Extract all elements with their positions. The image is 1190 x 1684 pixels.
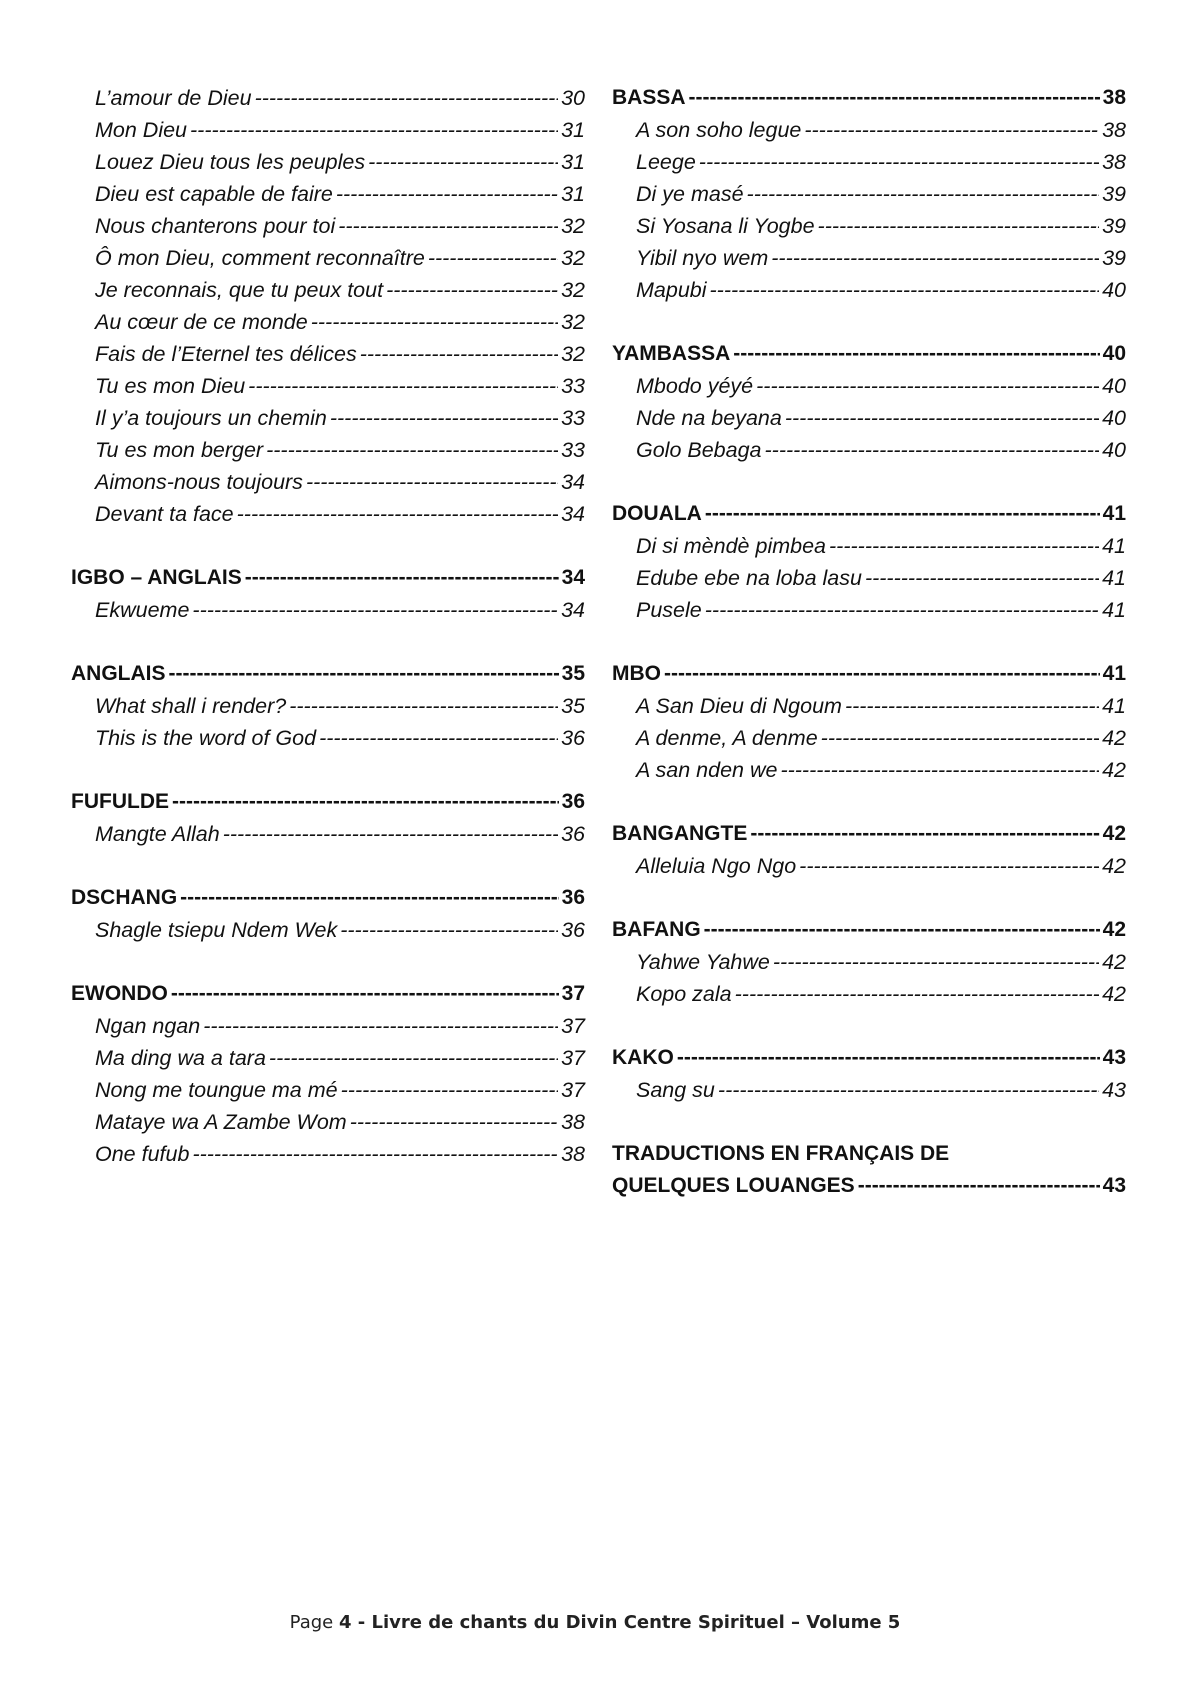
toc-section-heading <box>612 82 1126 114</box>
toc-entry <box>612 1074 1126 1106</box>
toc-entry-title: Mbodo yéyé <box>636 374 754 398</box>
toc-entry <box>71 594 585 626</box>
toc-entry-title: Louez Dieu tous les peuples <box>95 150 366 174</box>
toc-entry <box>71 242 585 274</box>
toc-entry-title: Aimons-nous toujours <box>95 470 303 494</box>
toc-page-number: 30 <box>561 86 585 110</box>
toc-page-number: 38 <box>561 1142 585 1166</box>
toc-entry-title: Tu es mon Dieu <box>95 374 246 398</box>
toc-page-number: 38 <box>1102 118 1126 142</box>
toc-section-title: KAKO <box>612 1046 674 1069</box>
toc-entry <box>612 754 1126 786</box>
toc-entry <box>71 818 585 850</box>
toc-entry <box>71 914 585 946</box>
dot-leader <box>699 146 1099 178</box>
toc-page-number: 40 <box>1102 374 1126 398</box>
dot-leader <box>171 978 559 1010</box>
toc-spacer <box>612 626 1126 658</box>
dot-leader <box>773 946 1099 978</box>
toc-entry-title: Nous chanterons pour toi <box>95 214 336 238</box>
dot-leader <box>785 402 1099 434</box>
dot-leader <box>804 114 1099 146</box>
toc-page-number: 31 <box>561 182 585 206</box>
toc-page-number: 36 <box>561 918 585 942</box>
dot-leader <box>718 1074 1099 1106</box>
toc-page-number: 32 <box>561 214 585 238</box>
dot-leader <box>180 882 558 914</box>
toc-entry-title: Edube ebe na loba lasu <box>636 566 862 590</box>
dot-leader <box>756 370 1099 402</box>
page-footer <box>0 1612 1190 1633</box>
dot-leader <box>799 850 1099 882</box>
toc-entry <box>71 1010 585 1042</box>
toc-section-title: BAFANG <box>612 918 701 941</box>
toc-section-title: MBO <box>612 662 661 685</box>
dot-leader <box>237 498 558 530</box>
toc-entry-title: Sang su <box>636 1078 715 1102</box>
toc-section-title: EWONDO <box>71 982 168 1005</box>
toc-entry <box>71 690 585 722</box>
toc-entry <box>612 946 1126 978</box>
footer-page-number: 4 <box>338 1612 352 1633</box>
toc-section-title: ANGLAIS <box>71 662 166 685</box>
toc-entry-title: Devant ta face <box>95 502 234 526</box>
toc-entry <box>612 146 1126 178</box>
dot-leader <box>269 1042 558 1074</box>
dot-leader <box>330 402 558 434</box>
dot-leader <box>340 914 558 946</box>
toc-page-number: 37 <box>561 1014 585 1038</box>
toc-section-heading <box>71 658 585 690</box>
dot-leader <box>664 658 1100 690</box>
footer-separator: - <box>351 1612 372 1633</box>
dot-leader <box>818 210 1100 242</box>
toc-entry-title: Ngan ngan <box>95 1014 201 1038</box>
toc-section-heading <box>612 818 1126 850</box>
toc-page-number: 36 <box>561 790 585 813</box>
toc-entry-title: Tu es mon berger <box>95 438 264 462</box>
dot-leader <box>311 306 558 338</box>
dot-leader <box>677 1042 1100 1074</box>
toc-entry <box>71 178 585 210</box>
toc-entry <box>612 562 1126 594</box>
toc-section-title: QUELQUES LOUANGES <box>612 1174 855 1197</box>
toc-section-title: DOUALA <box>612 502 702 525</box>
toc-entry-title: Nde na beyana <box>636 406 782 430</box>
toc-page-number: 31 <box>561 118 585 142</box>
toc-entry-title: Di ye masé <box>636 182 744 206</box>
toc-spacer <box>612 466 1126 498</box>
toc-page-number: 41 <box>1102 694 1126 718</box>
dot-leader <box>735 978 1099 1010</box>
dot-leader <box>771 242 1099 274</box>
dot-leader <box>750 818 1099 850</box>
toc-page-number: 32 <box>561 310 585 334</box>
dot-leader <box>865 562 1099 594</box>
toc-spacer <box>71 754 585 786</box>
toc-entry <box>71 274 585 306</box>
toc-spacer <box>71 530 585 562</box>
toc-entry-title: Pusele <box>636 598 702 622</box>
dot-leader <box>172 786 559 818</box>
dot-leader <box>190 114 558 146</box>
toc-entry-title: Nong me toungue ma mé <box>95 1078 338 1102</box>
dot-leader <box>169 658 559 690</box>
toc-left-column <box>71 82 585 1170</box>
dot-leader <box>245 562 559 594</box>
toc-page-number: 38 <box>1102 86 1126 109</box>
dot-leader <box>386 274 558 306</box>
toc-section-heading <box>612 1170 1126 1202</box>
dot-leader <box>821 722 1099 754</box>
toc-page-number: 36 <box>561 822 585 846</box>
dot-leader <box>248 370 558 402</box>
toc-page-number: 39 <box>1102 182 1126 206</box>
toc-section-title: BANGANGTE <box>612 822 748 845</box>
toc-entry <box>71 402 585 434</box>
toc-page-number: 42 <box>1102 854 1126 878</box>
toc-page-number: 40 <box>1102 438 1126 462</box>
toc-entry-title: Dieu est capable de faire <box>95 182 333 206</box>
toc-section-heading <box>612 914 1126 946</box>
toc-page-number: 41 <box>1102 502 1126 525</box>
toc-entry <box>71 338 585 370</box>
toc-entry <box>71 1138 585 1170</box>
toc-spacer <box>612 306 1126 338</box>
dot-leader <box>203 1010 558 1042</box>
toc-entry-title: Fais de l’Eternel tes délices <box>95 342 357 366</box>
toc-entry <box>71 370 585 402</box>
toc-entry <box>71 1106 585 1138</box>
toc-entry <box>71 210 585 242</box>
toc-entry-title: Alleluia Ngo Ngo <box>636 854 797 878</box>
toc-entry <box>71 82 585 114</box>
toc-entry-title: Shagle tsiepu Ndem Wek <box>95 918 338 942</box>
toc-entry-title: A San Dieu di Ngoum <box>636 694 842 718</box>
toc-page-number: 34 <box>561 502 585 526</box>
toc-page-number: 34 <box>561 566 585 589</box>
toc-page-number: 32 <box>561 278 585 302</box>
toc-page-number: 41 <box>1102 534 1126 558</box>
dot-leader <box>266 434 558 466</box>
toc-page-number: 39 <box>1102 214 1126 238</box>
dot-leader <box>336 178 558 210</box>
dot-leader <box>289 690 558 722</box>
toc-page-number: 32 <box>561 246 585 270</box>
toc-section-heading <box>612 1042 1126 1074</box>
dot-leader <box>360 338 558 370</box>
dot-leader <box>319 722 558 754</box>
toc-entry-title: Leege <box>636 150 696 174</box>
toc-page-number: 43 <box>1102 1046 1126 1069</box>
toc-entry <box>612 274 1126 306</box>
toc-page-number: 42 <box>1102 822 1126 845</box>
toc-section-title: IGBO – ANGLAIS <box>71 566 242 589</box>
toc-entry-title: Mon Dieu <box>95 118 188 142</box>
toc-page-number: 41 <box>1102 598 1126 622</box>
toc-entry <box>612 530 1126 562</box>
toc-page-number: 43 <box>1102 1174 1126 1197</box>
toc-page-number: 43 <box>1102 1078 1126 1102</box>
toc-entry <box>612 242 1126 274</box>
toc-page-number: 42 <box>1102 918 1126 941</box>
dot-leader <box>428 242 558 274</box>
toc-entry-title: Il y’a toujours un chemin <box>95 406 327 430</box>
toc-entry <box>71 1042 585 1074</box>
footer-prefix: Page <box>289 1612 339 1633</box>
toc-entry-title: Di si mèndè pimbea <box>636 534 827 558</box>
toc-entry <box>612 434 1126 466</box>
toc-entry-title: Si Yosana li Yogbe <box>636 214 815 238</box>
toc-page-number: 37 <box>561 1046 585 1070</box>
toc-entry <box>612 850 1126 882</box>
toc-spacer <box>71 626 585 658</box>
toc-entry <box>612 978 1126 1010</box>
toc-entry <box>612 722 1126 754</box>
toc-page-number: 36 <box>561 726 585 750</box>
toc-entry <box>612 178 1126 210</box>
toc-entry-title: A denme, A denme <box>636 726 818 750</box>
toc-entry <box>612 690 1126 722</box>
toc-section-title: BASSA <box>612 86 686 109</box>
toc-section-title: DSCHANG <box>71 886 178 909</box>
toc-section-heading <box>71 786 585 818</box>
dot-leader <box>338 210 558 242</box>
toc-page-number: 34 <box>561 470 585 494</box>
toc-entry-title: Mangte Allah <box>95 822 220 846</box>
dot-leader <box>255 82 559 114</box>
toc-entry-title: L’amour de Dieu <box>95 86 252 110</box>
toc-page-number: 33 <box>561 406 585 430</box>
toc-page-number: 41 <box>1102 566 1126 590</box>
dot-leader <box>829 530 1099 562</box>
toc-section-heading <box>612 498 1126 530</box>
toc-page-number: 34 <box>561 598 585 622</box>
toc-entry-title: Mataye wa A Zambe Wom <box>95 1110 347 1134</box>
toc-entry <box>612 402 1126 434</box>
toc-entry-title: Golo Bebaga <box>636 438 762 462</box>
toc-right-column <box>612 82 1126 1202</box>
toc-page-number: 38 <box>1102 150 1126 174</box>
toc-entry-title: This is the word of God <box>95 726 317 750</box>
toc-section-title: YAMBASSA <box>612 342 731 365</box>
dot-leader <box>368 146 558 178</box>
dot-leader <box>858 1170 1100 1202</box>
toc-spacer <box>71 850 585 882</box>
toc-entry <box>71 114 585 146</box>
toc-page-number: 42 <box>1102 758 1126 782</box>
toc-section-heading <box>612 338 1126 370</box>
toc-page-number: 32 <box>561 342 585 366</box>
toc-section-heading <box>612 658 1126 690</box>
toc-entry <box>71 498 585 530</box>
toc-page-number: 31 <box>561 150 585 174</box>
toc-entry <box>71 146 585 178</box>
toc-spacer <box>612 1106 1126 1138</box>
dot-leader <box>733 338 1099 370</box>
toc-page-number: 35 <box>561 662 585 685</box>
toc-entry <box>71 434 585 466</box>
toc-entry <box>612 370 1126 402</box>
toc-page-number: 33 <box>561 374 585 398</box>
dot-leader <box>705 498 1100 530</box>
toc-entry-title: Au cœur de ce monde <box>95 310 308 334</box>
toc-entry-title: One fufub <box>95 1142 190 1166</box>
toc-entry <box>71 306 585 338</box>
toc-page-number: 39 <box>1102 246 1126 270</box>
dot-leader <box>192 594 558 626</box>
toc-section-title: FUFULDE <box>71 790 169 813</box>
toc-entry-title: Ô mon Dieu, comment reconnaître <box>95 246 425 270</box>
toc-section-heading <box>71 882 585 914</box>
toc-entry-title: A san nden we <box>636 758 778 782</box>
toc-entry <box>71 1074 585 1106</box>
toc-entry <box>71 722 585 754</box>
dot-leader <box>705 594 1099 626</box>
toc-entry-title: Ma ding wa a tara <box>95 1046 266 1070</box>
toc-page-number: 42 <box>1102 950 1126 974</box>
toc-entry-title: Ekwueme <box>95 598 190 622</box>
toc-section-heading <box>612 1138 1126 1170</box>
dot-leader <box>223 818 558 850</box>
toc-page-number: 35 <box>561 694 585 718</box>
toc-entry-title: A son soho legue <box>636 118 802 142</box>
dot-leader <box>765 434 1100 466</box>
toc-page-number: 42 <box>1102 982 1126 1006</box>
dot-leader <box>192 1138 558 1170</box>
toc-entry <box>612 210 1126 242</box>
toc-section-heading <box>71 978 585 1010</box>
toc-section-title: TRADUCTIONS EN FRANÇAIS DE <box>612 1142 950 1165</box>
toc-page-number: 40 <box>1102 278 1126 302</box>
toc-page-number: 37 <box>561 1078 585 1102</box>
dot-leader <box>689 82 1100 114</box>
footer-book-title: Livre de chants du Divin Centre Spirituel – Volume 5 <box>371 1612 901 1633</box>
toc-page-number: 33 <box>561 438 585 462</box>
dot-leader <box>306 466 558 498</box>
dot-leader <box>704 914 1100 946</box>
toc-spacer <box>612 786 1126 818</box>
dot-leader <box>845 690 1099 722</box>
toc-entry-title: Yibil nyo wem <box>636 246 769 270</box>
toc-page-number: 42 <box>1102 726 1126 750</box>
toc-spacer <box>612 1010 1126 1042</box>
toc-entry <box>612 594 1126 626</box>
toc-page-number: 40 <box>1102 406 1126 430</box>
toc-page-number: 41 <box>1102 662 1126 685</box>
toc-entry <box>612 114 1126 146</box>
toc-entry-title: Je reconnais, que tu peux tout <box>95 278 384 302</box>
dot-leader <box>710 274 1100 306</box>
toc-page-number: 36 <box>561 886 585 909</box>
dot-leader <box>780 754 1099 786</box>
toc-entry-title: Yahwe Yahwe <box>636 950 770 974</box>
toc-spacer <box>71 946 585 978</box>
toc-entry-title: Mapubi <box>636 278 707 302</box>
toc-entry-title: Kopo zala <box>636 982 732 1006</box>
toc-entry-title: What shall i render? <box>95 694 287 718</box>
toc-page-number: 38 <box>561 1110 585 1134</box>
dot-leader <box>341 1074 558 1106</box>
toc-entry <box>71 466 585 498</box>
dot-leader <box>747 178 1100 210</box>
toc-section-heading <box>71 562 585 594</box>
toc-page-number: 40 <box>1102 342 1126 365</box>
toc-spacer <box>612 882 1126 914</box>
dot-leader <box>350 1106 558 1138</box>
toc-page-number: 37 <box>561 982 585 1005</box>
